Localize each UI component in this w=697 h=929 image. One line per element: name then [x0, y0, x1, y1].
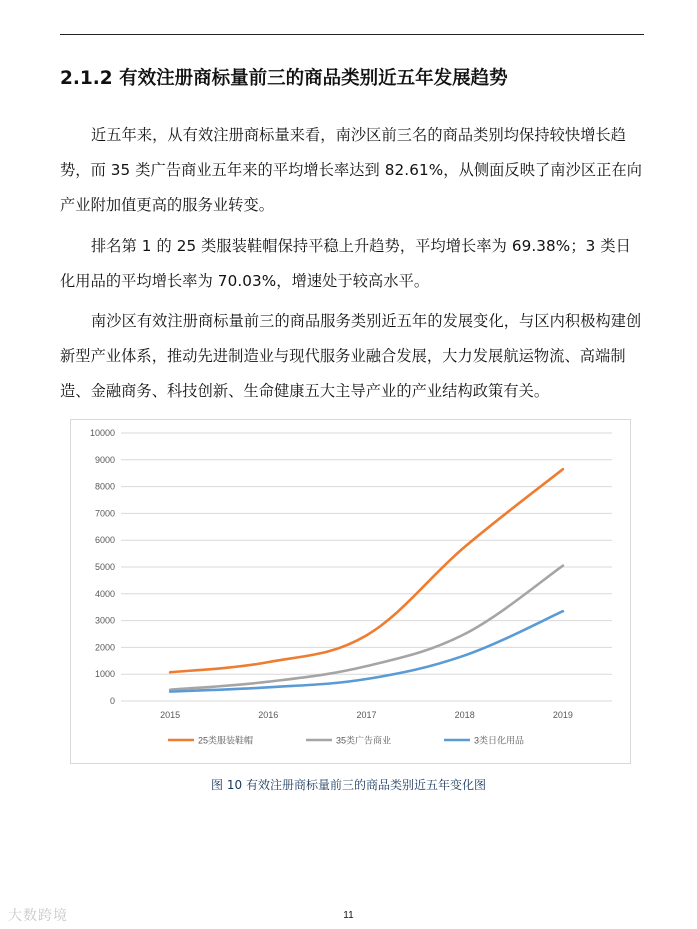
- y-tick-label: 8000: [94, 481, 115, 492]
- y-tick-label: 3000: [94, 615, 115, 626]
- y-tick-label: 0: [109, 696, 115, 706]
- y-tick-label: 7000: [94, 508, 115, 519]
- x-tick-label: 2016: [258, 710, 279, 720]
- y-tick-label: 9000: [94, 454, 115, 465]
- paragraph-3: 南沙区有效注册商标量前三的商品服务类别近五年的发展变化，与区内积极构建创新型产业体系，推动先进制造业与现代服务业融合发展，大力发展航运物流、高端制造、金融商务、科技创新、生命健康五大主导产业的产业结构政策有关。: [60, 312, 642, 400]
- line-chart-svg: [71, 420, 630, 763]
- line-chart: [70, 419, 631, 764]
- x-tick-label: 2019: [552, 710, 573, 720]
- y-tick-label: 2000: [94, 642, 115, 653]
- y-tick-label: 1000: [94, 669, 115, 680]
- top-rule: [60, 34, 644, 35]
- x-tick-label: 2018: [454, 710, 475, 720]
- paragraph-2: 排名第 1 的 25 类服装鞋帽保持平稳上升趋势，平均增长率为 69.38%；3 类日化用品的平均增长率为 70.03%，增速处于较高水平。: [60, 237, 631, 290]
- series-line-1: [170, 469, 563, 672]
- figure-caption: 图 10 有效注册商标量前三的商品类别近五年变化图: [211, 778, 486, 792]
- watermark-logo: 大数跨境: [8, 908, 68, 924]
- page-number: 11: [343, 910, 354, 921]
- legend-label-1: 25类服装鞋帽: [198, 735, 254, 746]
- x-tick-label: 2015: [160, 710, 181, 720]
- section-heading: 2.1.2 有效注册商标量前三的商品类别近五年发展趋势: [60, 68, 508, 89]
- paragraph-1: 近五年来，从有效注册商标量来看，南沙区前三名的商品类别均保持较快增长趋势，而 35 类广告商业五年来的平均增长率达到 82.61%，从侧面反映了南沙区正在向产业附加值更高的服务业转变。: [60, 126, 643, 214]
- y-tick-label: 4000: [94, 588, 115, 599]
- series-line-3: [170, 611, 563, 691]
- x-tick-label: 2017: [356, 710, 377, 720]
- y-tick-label: 6000: [94, 535, 115, 546]
- chart-series: [170, 469, 563, 691]
- chart-y-ticks: [90, 428, 115, 706]
- chart-gridlines: [121, 433, 612, 701]
- y-tick-label: 10000: [89, 428, 115, 438]
- y-tick-label: 5000: [94, 562, 115, 572]
- series-line-2: [170, 566, 563, 690]
- legend-label-3: 3类日化用品: [474, 735, 525, 746]
- chart-legend: [168, 735, 524, 746]
- chart-x-ticks: [160, 710, 573, 720]
- legend-label-2: 35类广告商业: [336, 735, 392, 746]
